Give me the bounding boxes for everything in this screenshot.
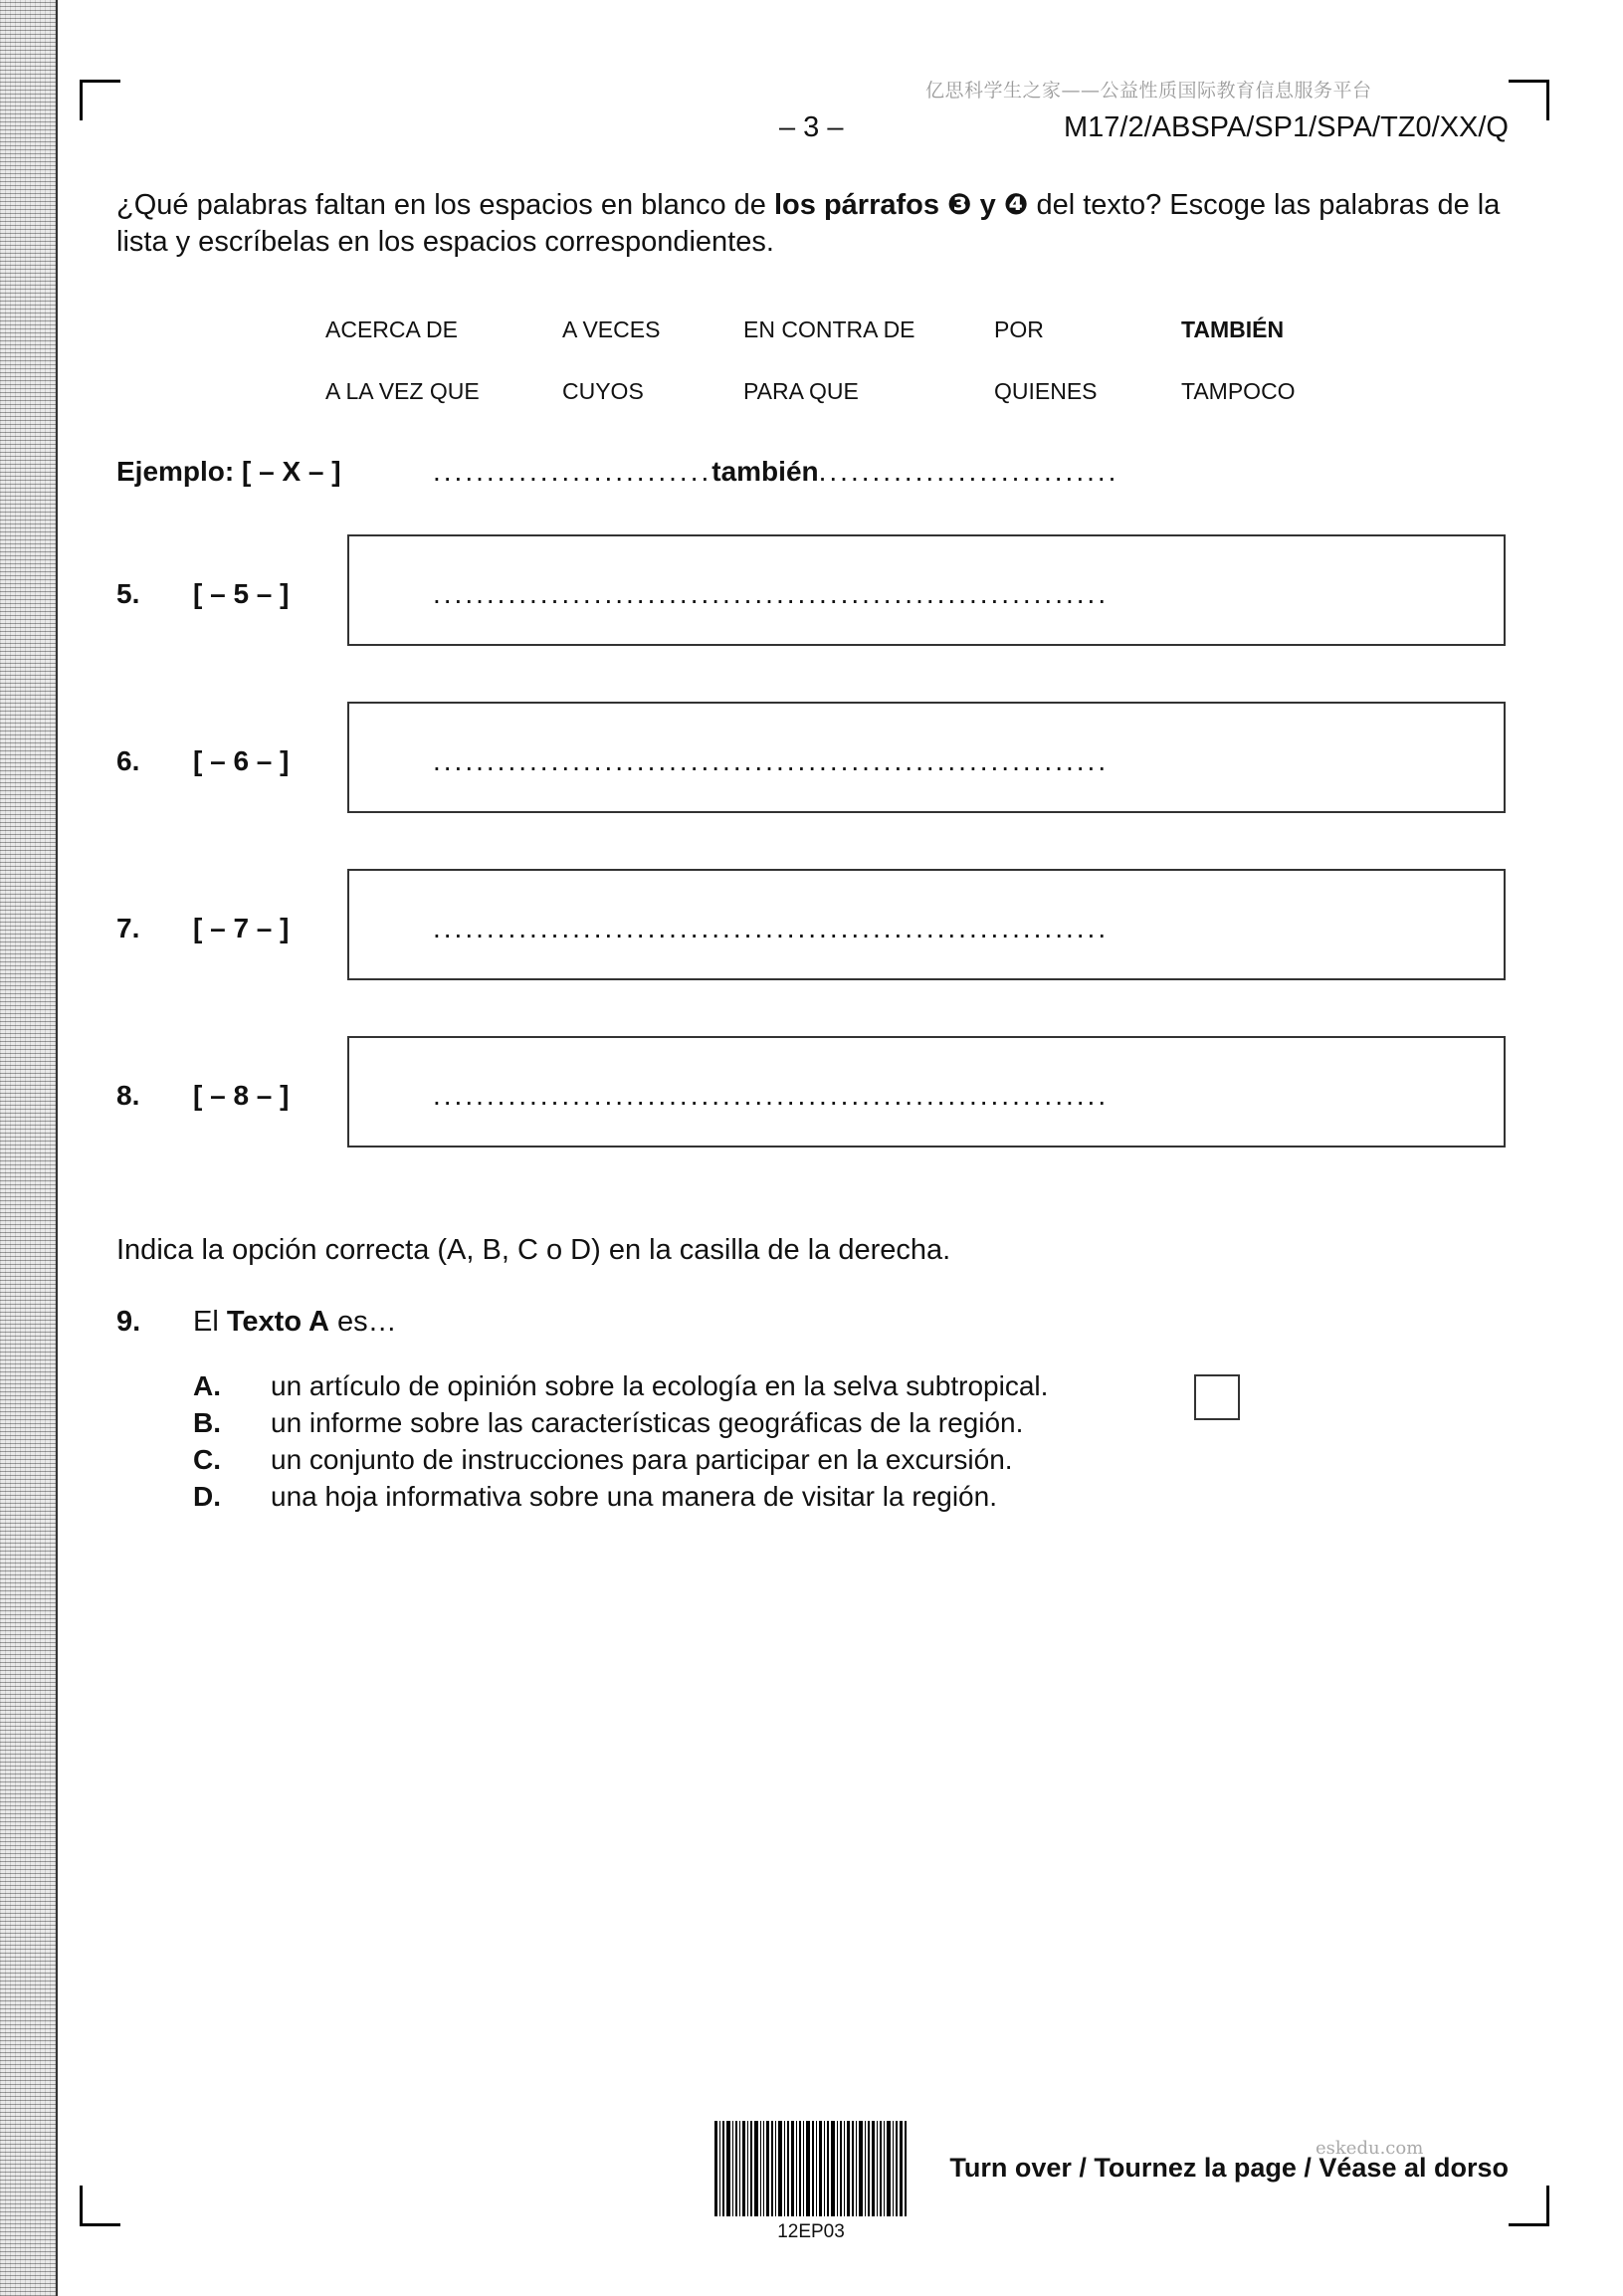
question-stem bbox=[193, 1306, 397, 1339]
stem-text-bold: Texto A bbox=[226, 1306, 329, 1338]
gap-fill-instructions bbox=[116, 187, 1510, 261]
barcode-icon bbox=[712, 2121, 910, 2216]
gap-question-5 bbox=[116, 534, 1510, 650]
question-gap-ref: [ – 8 – ] bbox=[193, 1080, 290, 1111]
example-label: Ejemplo: [ – X – ] bbox=[116, 456, 341, 487]
option-letter: C. bbox=[193, 1444, 221, 1475]
word-bank-item: PARA QUE bbox=[743, 378, 859, 404]
crop-mark-bottom-left bbox=[80, 2186, 120, 2226]
question-number: 7. bbox=[116, 913, 140, 943]
word-bank-item: TAMPOCO bbox=[1181, 378, 1296, 404]
word-bank-item: ACERCA DE bbox=[325, 316, 458, 342]
word-bank-item: POR bbox=[994, 316, 1044, 342]
answer-line: ............................................................... bbox=[433, 745, 1110, 776]
header-watermark: 亿思科学生之家——公益性质国际教育信息服务平台 bbox=[925, 80, 1372, 102]
question-number: 9. bbox=[116, 1306, 141, 1338]
barcode-label: 12EP03 bbox=[777, 2221, 845, 2242]
page-number: – 3 – bbox=[779, 111, 844, 143]
word-bank-item-example: TAMBIÉN bbox=[1181, 316, 1285, 342]
question-gap-ref: [ – 5 – ] bbox=[193, 578, 290, 609]
instructions-bold: los párrafos ❸ y ❹ bbox=[773, 189, 1029, 221]
example-row bbox=[116, 456, 1510, 496]
option-letter: B. bbox=[193, 1407, 221, 1438]
example-answer: también bbox=[711, 456, 819, 487]
crop-mark-bottom-right bbox=[1509, 2186, 1549, 2226]
option-letter: D. bbox=[193, 1481, 221, 1512]
example-answer-line bbox=[433, 456, 1118, 488]
question-number: 5. bbox=[116, 578, 140, 609]
answer-line: ............................................................... bbox=[433, 578, 1110, 609]
gap-question-8 bbox=[116, 1036, 1510, 1151]
example-dots-before: .......................... bbox=[433, 456, 712, 487]
paper-code: M17/2/ABSPA/SP1/SPA/TZ0/XX/Q bbox=[1064, 111, 1509, 143]
crop-mark-top-right bbox=[1509, 80, 1549, 120]
example-dots-after: ............................ bbox=[818, 456, 1119, 487]
word-bank-item: A LA VEZ QUE bbox=[325, 378, 480, 404]
answer-box-9[interactable] bbox=[1194, 1374, 1240, 1420]
answer-line: ............................................................... bbox=[433, 913, 1110, 943]
gap-question-7 bbox=[116, 869, 1510, 984]
instructions-text-1: ¿Qué palabras faltan en los espacios en blanco de bbox=[116, 189, 774, 221]
option-text: una hoja informativa sobre una manera de visitar la región. bbox=[271, 1481, 997, 1512]
question-number: 8. bbox=[116, 1080, 140, 1111]
word-bank-item: A VECES bbox=[562, 316, 661, 342]
stem-text-pre: El bbox=[193, 1306, 227, 1338]
question-number: 6. bbox=[116, 745, 140, 776]
word-bank-item: CUYOS bbox=[562, 378, 644, 404]
turn-over-label: Turn over / Tournez la page / Véase al dorso bbox=[949, 2153, 1509, 2183]
question-gap-ref: [ – 6 – ] bbox=[193, 745, 290, 776]
question-gap-ref: [ – 7 – ] bbox=[193, 913, 290, 943]
option-text: un conjunto de instrucciones para participar en la excursión. bbox=[271, 1444, 1013, 1475]
word-bank-item: QUIENES bbox=[994, 378, 1098, 404]
option-text: un informe sobre las características geográficas de la región. bbox=[271, 1407, 1024, 1438]
stem-text-post: es… bbox=[328, 1306, 397, 1338]
option-letter: A. bbox=[193, 1370, 221, 1401]
margin-pattern-strip bbox=[0, 0, 58, 2296]
gap-question-6 bbox=[116, 702, 1510, 817]
footer-watermark: eskedu.com bbox=[1316, 2138, 1424, 2159]
answer-line: ............................................................... bbox=[433, 1080, 1110, 1111]
multiple-choice-instructions: Indica la opción correcta (A, B, C o D) en la casilla de la derecha. bbox=[116, 1234, 951, 1266]
instructions-text-2: del texto? Escoge las palabras de la lista y escríbelas en los espacios correspondientes. bbox=[116, 189, 1501, 258]
word-bank-item: EN CONTRA DE bbox=[743, 316, 915, 342]
option-text: un artículo de opinión sobre la ecología en la selva subtropical. bbox=[271, 1370, 1049, 1401]
crop-mark-top-left bbox=[80, 80, 120, 120]
